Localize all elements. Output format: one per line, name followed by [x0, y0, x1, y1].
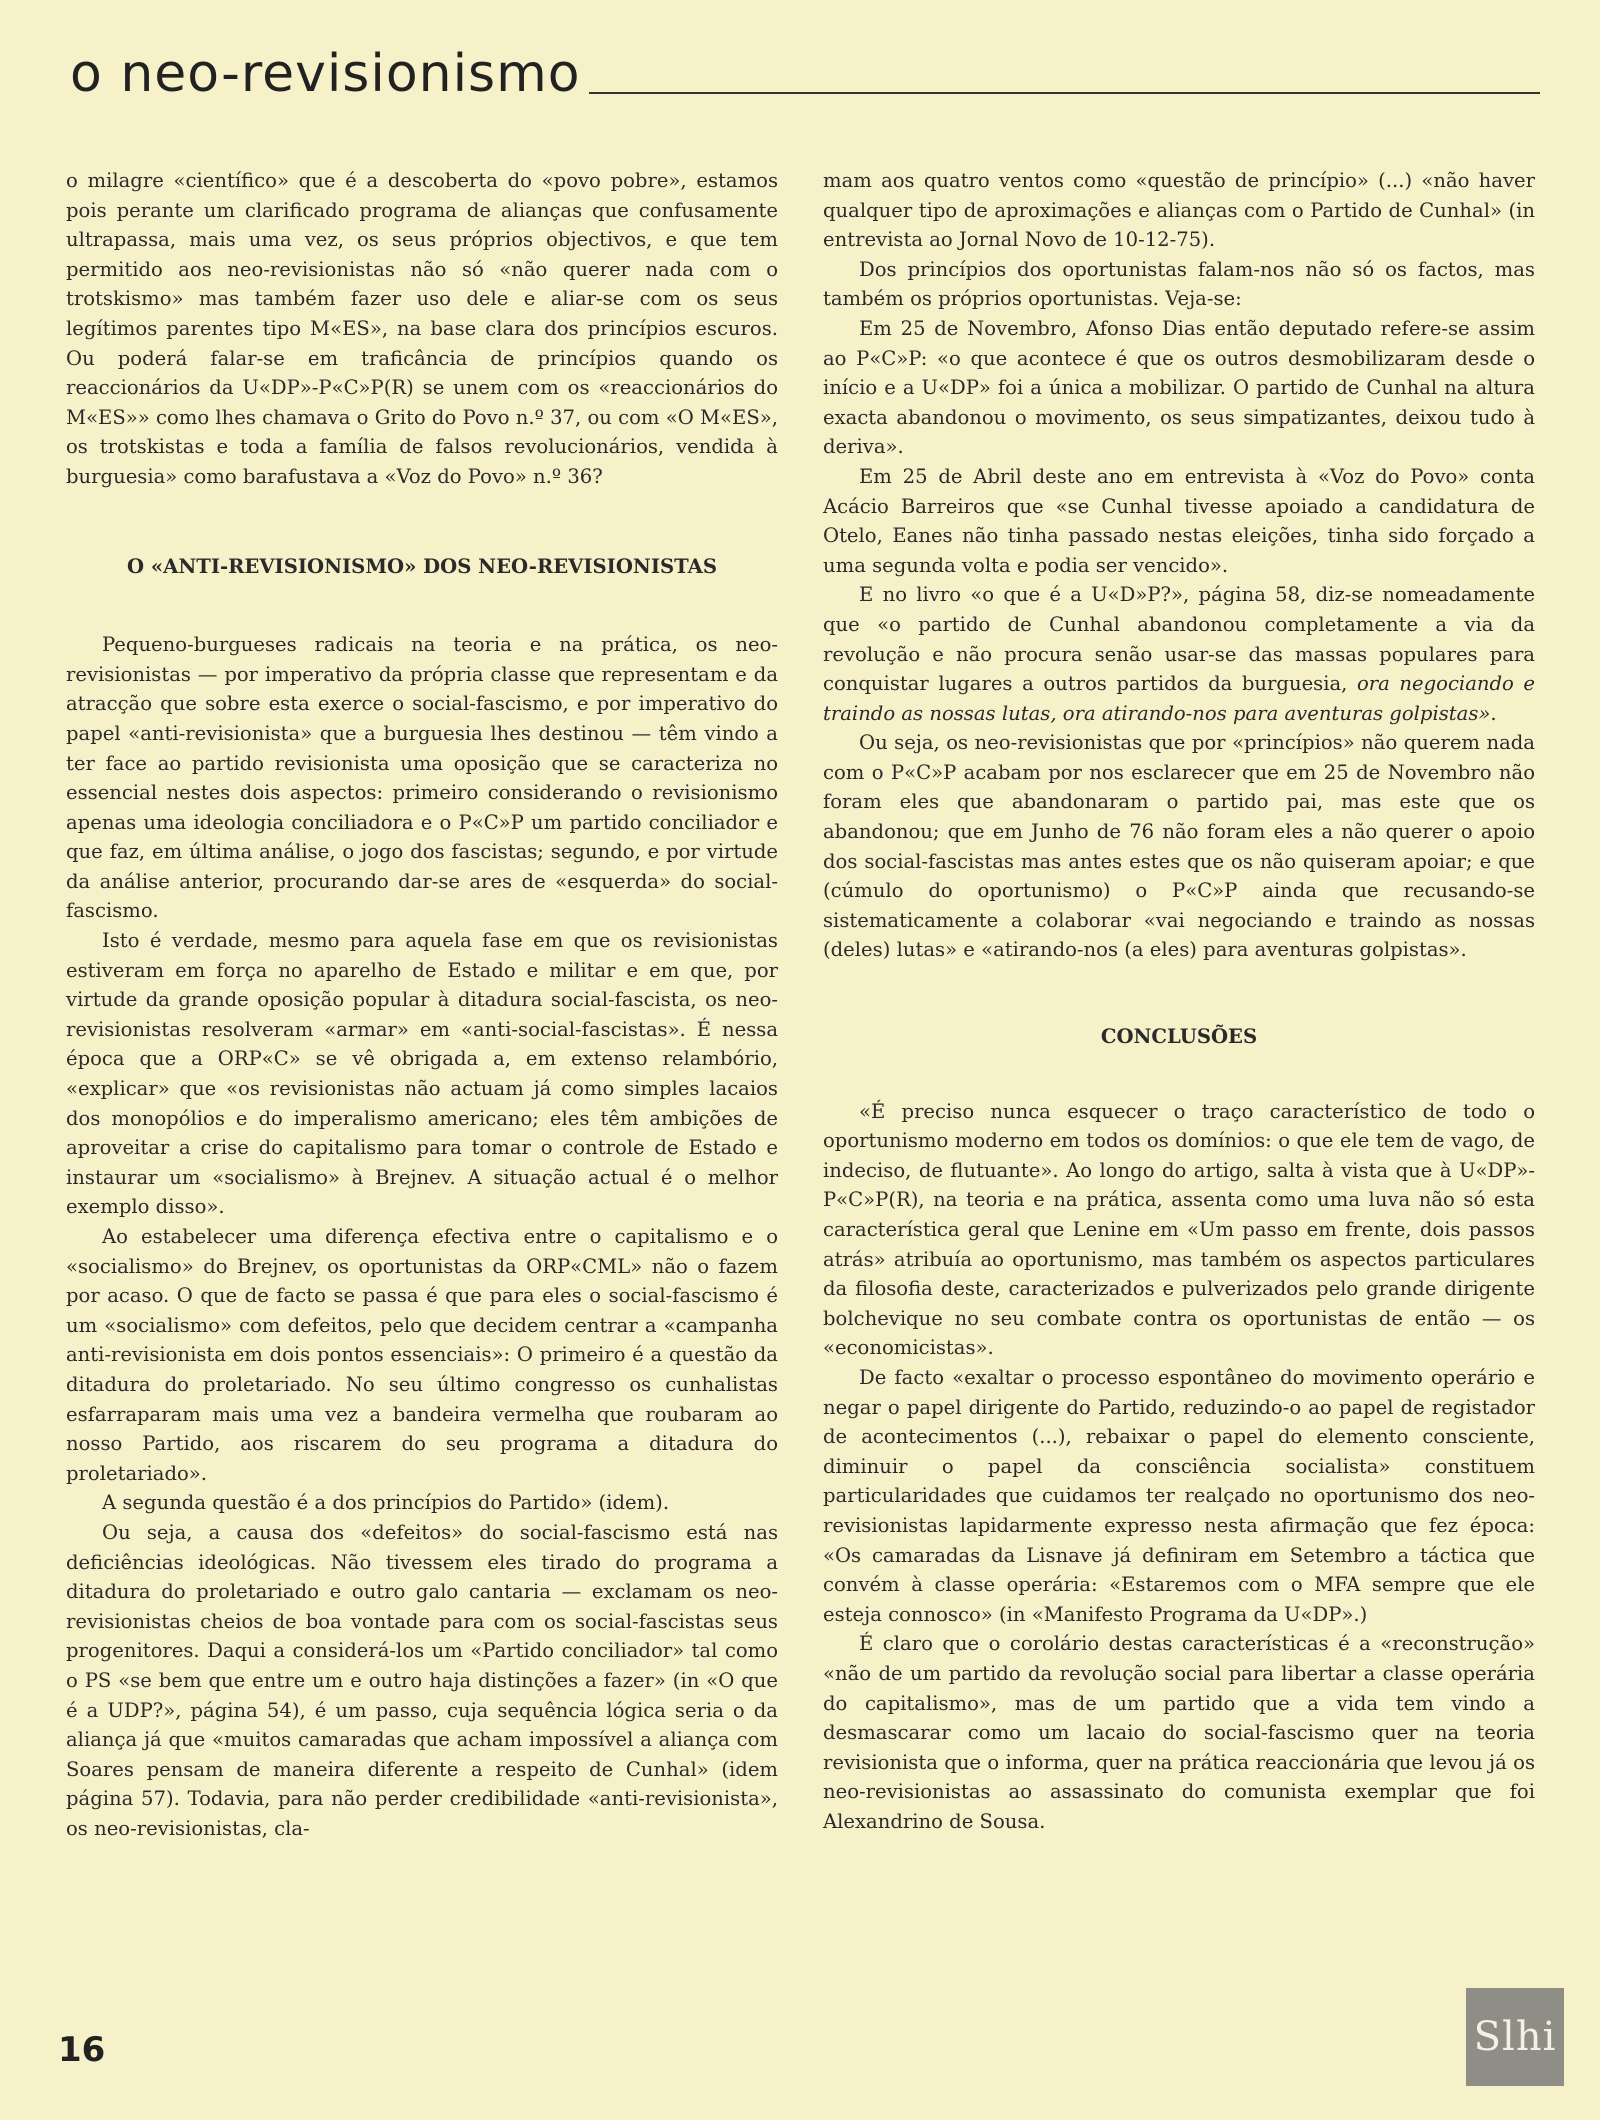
page-title: o neo-revisionismo [70, 44, 581, 104]
paragraph: A segunda questão é a dos princípios do Partido» (idem). [102, 1491, 670, 1515]
section-heading: O «ANTI-REVISIONISMO» DOS NEO-REVISIONISTAS [127, 554, 717, 578]
paragraph: É claro que o corolário destas características é a «reconstrução» «não de um partido da revolução social para libertar a classe operária do capitalismo», mas de um partido que a vida tem vindo a desmascarar como um lacaio do social-fascismo quer na teoria revisionista que o informa, quer na prática reaccionária que levou já os neo-revisionistas ao assassinato do comunista exemplar que foi Alexandrino de Sousa. [823, 1632, 1535, 1833]
paragraph [823, 580, 1535, 728]
paragraph: Ou seja, a causa dos «defeitos» do social-fascismo está nas deficiências ideológicas. Não tivessem eles tirado do programa a ditadura do proletariado e outro galo cantaria — exclamam os neo-revisionistas cheios de boa vontade para com os social-fascistas seus progenitores. Daqui a considerá-los um «Partido conciliador» tal como o PS «se bem que entre um e outro haja distinções a fazer» (in «O que é a UDP?», página 54), é um passo, cuja sequência lógica seria o da aliança já que «muitos camaradas que acham impossível a aliança com Soares pensam de maneira diferente a respeito de Cunhal» (idem página 57). Todavia, para não perder credibilidade «anti-revisionista», os neo-revisionistas, cla- [66, 1520, 778, 1840]
paragraph-text: E no livro «o que é a U«D»P?», página 58, diz-se nomeadamente que «o partido de Cunhal abandonou completamente a via da revolução e não procura senão usar-se das massas populares para conquistar lugares a outros partidos da burguesia, [823, 583, 1535, 696]
paragraph-text: . [1490, 701, 1497, 725]
paragraph: Ao estabelecer uma diferença efectiva entre o capitalismo e o «socialismo» do Brejnev, os oportunistas da ORP«CML» não o fazem por acaso. O que de facto se passa é que para eles o social-fascismo é um «socialismo» com defeitos, pelo que decidem centrar a «campanha anti-revisionista em dois pontos essenciais»: O primeiro é a questão da ditadura do proletariado. No seu último congresso os cunhalistas esfarraparam mais uma vez a bandeira vermelha que roubaram ao nosso Partido, aos riscarem do seu programa a ditadura do proletariado». [66, 1225, 778, 1485]
archive-logo: Slhi [1466, 1988, 1564, 2086]
paragraph: Em 25 de Abril deste ano em entrevista à «Voz do Povo» conta Acácio Barreiros que «se Cunhal tivesse apoiado a candidatura de Otelo, Eanes não tinha passado nestas eleições, tinha sido forçado a uma segunda volta e podia ser vencido». [823, 464, 1535, 577]
paragraph: mam aos quatro ventos como «questão de princípio» (...) «não haver qualquer tipo de aproximações e alianças com o Partido de Cunhal» (in entrevista ao Jornal Novo de 10-12-75). [823, 169, 1535, 252]
paragraph: Pequeno-burgueses radicais na teoria e na prática, os neo-revisionistas — por imperativo da própria classe que representam e da atracção que sobre esta exerce o social-fascismo, e por imperativo do papel «anti-revisionista» que a burguesia lhes destinou — têm vindo a ter face ao partido revisionista uma oposição que se caracteriza no essencial nestes dois aspectos: primeiro considerando o revisionismo apenas uma ideologia conciliadora e o P«C»P um partido conciliador e que faz, em última análise, o jogo dos fascistas; segundo, e por virtude da análise anterior, procurando dar-se ares de «esquerda» do social-fascismo. [66, 633, 778, 923]
italic-quote: ora negociando e traindo as nossas lutas, ora atirando-nos para aventuras golpistas» [823, 672, 1535, 725]
paragraph: Ou seja, os neo-revisionistas que por «princípios» não querem nada com o P«C»P acabam por nos esclarecer que em 25 de Novembro não foram eles que abandonaram o partido pai, mas este que os abandonou; que em Junho de 76 não foram eles a não querer o apoio dos social-fascistas mas antes estes que os não quiseram apoiar; e que (cúmulo do oportunismo) o P«C»P ainda que recusando-se sistematicamente a colaborar «vai negociando e traindo as nossas (deles) lutas» e «atirando-nos (a eles) para aventuras golpistas». [823, 731, 1535, 962]
paragraph: Em 25 de Novembro, Afonso Dias então deputado refere-se assim ao P«C»P: «o que acontece é que os outros desmobilizaram desde o início e a U«DP» foi a única a mobilizar. O partido de Cunhal na altura exacta abandonou o movimento, os seus simpatizantes, deixou tudo à deriva». [823, 316, 1535, 459]
right-column [823, 166, 1535, 1836]
paragraph: Isto é verdade, mesmo para aquela fase em que os revisionistas estiveram em força no aparelho de Estado e militar e em que, por virtude da grande oposição popular à ditadura social-fascista, os neo-revisionistas resolveram «armar» em «anti-social-fascistas». É nessa época que a ORP«C» se vê obrigada a, em extenso relambório, «explicar» que «os revisionistas não actuam já como simples lacaios dos monopólios e do imperalismo americano; eles têm ambições de aproveitar a crise do capitalismo para tomar o controle de Estado e instaurar um «socialismo» à Brejnev. A situação actual é o melhor exemplo disso». [66, 929, 778, 1219]
paragraph: «É preciso nunca esquecer o traço característico de todo o oportunismo moderno em todos os domínios: o que ele tem de vago, de indeciso, de flutuante». Ao longo do artigo, salta à vista que à U«DP»-P«C»P(R), na teoria e na prática, assenta como uma luva não só esta característica geral que Lenine em «Um passo em frente, dois passos atrás» atribuía ao oportunismo, mas também os aspectos particulares da filosofia deste, caracterizados e pulverizados pelo grande dirigente bolchevique no seu combate contra os oportunistas de então — os «economicistas». [823, 1099, 1535, 1360]
paragraph: o milagre «científico» que é a descoberta do «povo pobre», estamos pois perante um clarificado programa de alianças que confusamente ultrapassa, mais uma vez, os seus próprios objectivos, e que tem permitido aos neo-revisionistas não só «não querer nada com o trotskismo» mas também fazer uso dele e aliar-se com os seus legítimos parentes tipo M«ES», na base clara dos princípios escuros. Ou poderá falar-se em traficância de princípios quando os reaccionários da U«DP»-P«C»P(R) se unem com os «reaccionários do M«ES»» como lhes chamava o Grito do Povo n.º 37, ou com «O M«ES», os trotskistas e toda a família de falsos revolucionários, vendida à burguesia» como barafustava a «Voz do Povo» n.º 36? [66, 169, 778, 488]
section-heading: CONCLUSÕES [1100, 1025, 1258, 1049]
page-number: 16 [58, 2030, 106, 2070]
page-header [70, 42, 1540, 102]
paragraph: Dos princípios dos oportunistas falam-nos não só os factos, mas também os próprios oportunistas. Veja-se: [823, 257, 1535, 311]
left-column [66, 166, 778, 1843]
title-rule [589, 92, 1540, 94]
paragraph: De facto «exaltar o processo espontâneo do movimento operário e negar o papel dirigente do Partido, reduzindo-o ao papel de registador de acontecimentos (...), rebaixar o papel do elemento consciente, diminuir o papel da consciência socialista» constituem particularidades que cuidamos ter realçado no oportunismo dos neo-revisionistas lapidarmente expresso nesta afirmação que fez época: «Os camaradas da Lisnave já definiram em Setembro a táctica que convém à classe operária: «Estaremos com o MFA sempre que ele esteja connosco» (in «Manifesto Programa da U«DP».) [823, 1365, 1535, 1626]
